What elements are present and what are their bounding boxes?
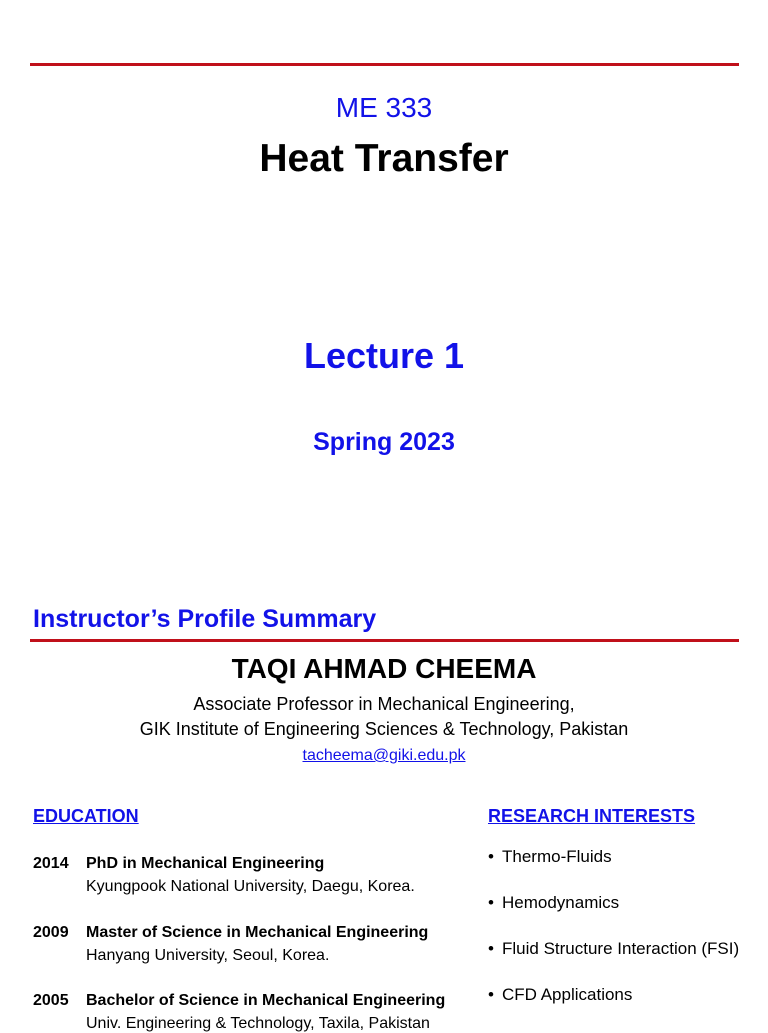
bullet-icon: • xyxy=(488,893,494,912)
research-item xyxy=(488,985,632,1005)
education-heading: EDUCATION xyxy=(33,806,139,826)
research-item-label: Thermo-Fluids xyxy=(502,847,612,866)
education-year: 2005 xyxy=(33,992,69,1009)
email-container xyxy=(0,747,768,765)
instructor-name: TAQI AHMAD CHEEMA xyxy=(231,653,537,684)
bullet-icon: • xyxy=(488,939,494,958)
research-heading: RESEARCH INTERESTS xyxy=(488,806,696,826)
education-school: Hanyang University, Seoul, Korea. xyxy=(86,947,330,964)
term: Spring 2023 xyxy=(313,428,455,456)
instructor-position: Associate Professor in Mechanical Engineering, xyxy=(193,694,575,714)
research-item-label: Hemodynamics xyxy=(502,893,620,912)
education-degree: Bachelor of Science in Mechanical Engineering xyxy=(86,992,446,1009)
education-year: 2014 xyxy=(33,855,69,872)
education-school: Kyungpook National University, Daegu, Korea. xyxy=(86,878,415,895)
education-year: 2009 xyxy=(33,924,69,941)
education-degree: PhD in Mechanical Engineering xyxy=(86,855,325,872)
profile-section-title: Instructor’s Profile Summary xyxy=(33,605,377,633)
course-code: ME 333 xyxy=(335,92,433,123)
top-divider xyxy=(30,63,739,66)
research-item xyxy=(488,939,739,959)
bullet-icon: • xyxy=(488,985,494,1004)
course-title: Heat Transfer xyxy=(259,137,509,180)
email-link[interactable]: tacheema@giki.edu.pk xyxy=(302,747,466,764)
research-item-label: Fluid Structure Interaction (FSI) xyxy=(502,939,740,958)
research-item xyxy=(488,847,612,867)
bullet-icon: • xyxy=(488,847,494,866)
profile-divider xyxy=(30,639,739,642)
lecture-number: Lecture 1 xyxy=(303,335,465,376)
research-item xyxy=(488,893,619,913)
education-school: Univ. Engineering & Technology, Taxila, Pakistan xyxy=(86,1015,430,1032)
instructor-institution: GIK Institute of Engineering Sciences & Technology, Pakistan xyxy=(139,719,629,739)
education-degree: Master of Science in Mechanical Engineering xyxy=(86,924,429,941)
research-item-label: CFD Applications xyxy=(502,985,633,1004)
